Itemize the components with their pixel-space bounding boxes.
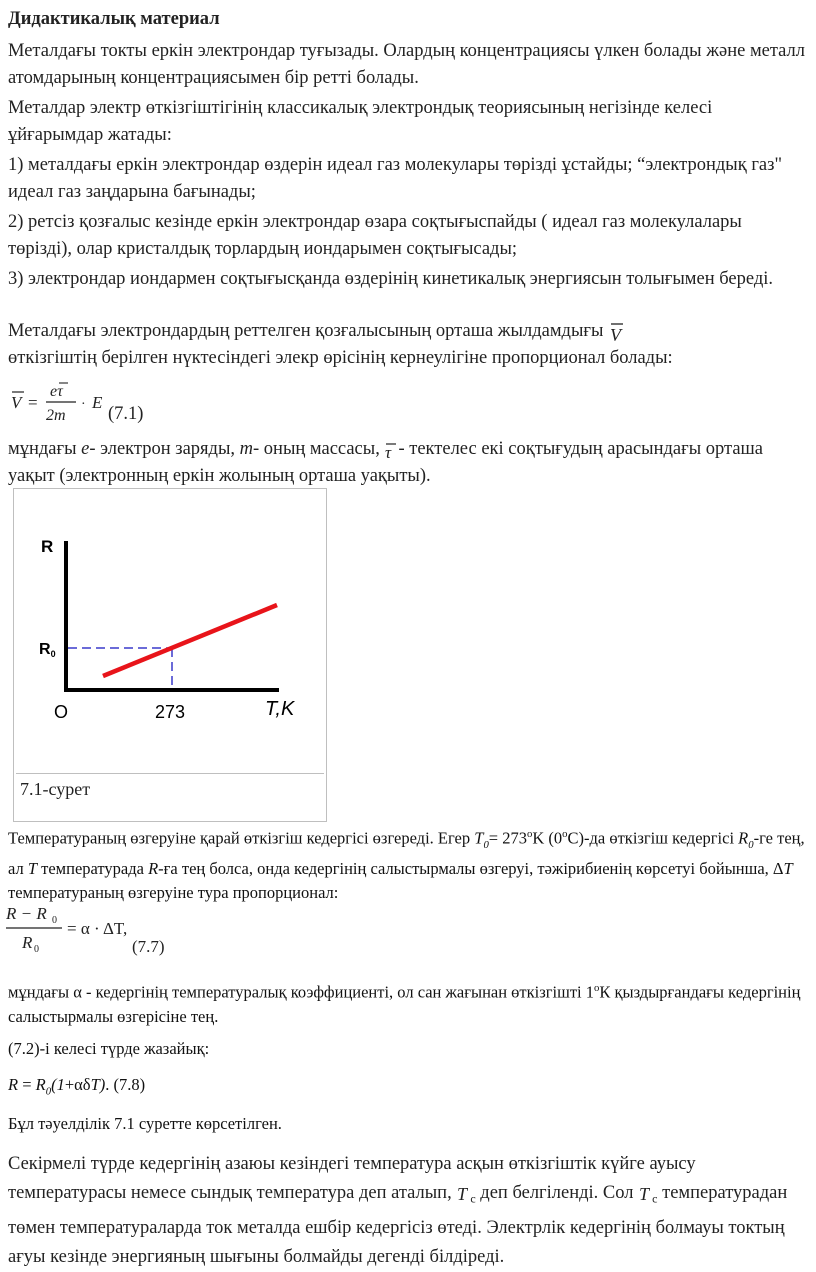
svg-text:E: E — [92, 393, 103, 412]
svg-text:V: V — [11, 393, 22, 412]
velocity-symbol — [608, 319, 626, 345]
svg-text:eτ: eτ — [50, 383, 63, 400]
p7-text-a: мұндағы — [8, 439, 77, 459]
figure-7-1 — [13, 488, 327, 822]
p8-r: R — [148, 858, 159, 878]
paragraph-7 — [8, 436, 808, 490]
equation-7-7-formula — [6, 902, 146, 958]
p9-sup: о — [593, 982, 600, 994]
paragraph-6-text-b: өткізгіштің берілген нүктесіндегі элекр өрісінің кернеулігіне пропорционал болады: — [8, 348, 673, 368]
p7-text-d: - тектелес екі соқтығудың арасындағы орташа уақыт (электронның еркін жолының орташа уақыты). — [8, 439, 763, 486]
p9-b: К қыздырғандағы кедергінің салыстырмалы өзгерісіне тең. — [8, 982, 801, 1026]
eq78-eq: = — [18, 1075, 36, 1094]
svg-text:T: T — [639, 1183, 650, 1204]
p8-t0-sub: 0 — [483, 838, 489, 851]
origin-label: O — [54, 702, 69, 722]
svg-text:V: V — [610, 324, 622, 345]
p7-text-c: - оның массасы, — [253, 439, 380, 459]
svg-text:R − R: R − R — [6, 904, 47, 923]
x-axis-label: T,K — [265, 698, 295, 720]
p8-t: T — [27, 858, 38, 878]
equation-7-1-number: (7.1) — [108, 404, 144, 424]
paragraph-6 — [8, 318, 808, 372]
eq78-end: . (7.8) — [105, 1075, 146, 1094]
eq78-mid: +αδ — [64, 1075, 91, 1094]
svg-text:0: 0 — [34, 944, 39, 955]
svg-text:τ: τ — [385, 442, 392, 461]
p8-t0: T — [474, 828, 484, 848]
resistance-temperature-graph — [14, 489, 326, 771]
p8-a: Температураның өзгеруіне қарай өткізгіш кедергісі өзгереді. Егер — [8, 828, 471, 848]
equation-7-1-formula — [10, 378, 120, 428]
p8-g: -ға тең болса, онда кедергінің салыстырмалы өзгеруі, тәжірибиенің көрсетуі бойынша, Δ — [158, 858, 784, 878]
p13-sub2: с — [652, 1191, 658, 1206]
paragraph-10: (7.2)-і келесі түрде жазайық: — [8, 1039, 210, 1058]
tau-symbol — [384, 439, 398, 461]
eq78-t: T) — [90, 1075, 106, 1094]
p7-e-symbol: е — [81, 439, 90, 459]
resistance-line — [103, 605, 277, 676]
t-symbol — [456, 1183, 470, 1205]
eq78-paren: (1 — [51, 1075, 65, 1094]
page-title: Дидактикалық материал — [8, 9, 220, 29]
y-axis-label: R — [41, 537, 54, 556]
p8-sup2: о — [562, 828, 568, 840]
equation-7-7 — [6, 902, 266, 962]
svg-text:= α · ΔT,: = α · ΔT, — [67, 919, 128, 938]
p8-t2: T — [783, 858, 793, 878]
p13-a: Секірмелі түрде кедергінің азаюы кезіндегі температура асқын өткізгіштік күйге ауысу температурасы немесе сындық температура деп аталып, — [8, 1154, 696, 1203]
t-symbol-2 — [638, 1183, 652, 1205]
r0-label: R0 — [39, 641, 56, 659]
p13-b: деп белгіленді. Сол — [480, 1183, 634, 1203]
svg-text:=: = — [28, 393, 38, 412]
paragraph-3: 1) металдағы еркін электрондар өздерін идеал газ молекулары төрізді ұстайды; “электрондық газ" идеал газ заңдарына бағынады; — [8, 155, 782, 202]
svg-text:R: R — [22, 933, 33, 952]
paragraph-8 — [8, 822, 808, 905]
p9-a: мұндағы α - кедергінің температуралық коэффициенті, ол сан жағынан өткізгішті 1 — [8, 982, 594, 1002]
p8-h: температураның өзгеруіне тура пропорционал: — [8, 882, 339, 902]
p8-c: K (0 — [532, 828, 563, 848]
eq78-r0: R — [35, 1075, 46, 1094]
p8-f: температурада — [41, 858, 144, 878]
paragraph-13 — [8, 1150, 808, 1272]
p8-r0-sub: 0 — [748, 838, 754, 851]
p13-sub1: с — [470, 1191, 476, 1206]
p7-m-symbol: m — [239, 439, 254, 459]
eq78-r: R — [8, 1075, 19, 1094]
paragraph-5: 3) электрондар иондармен соқтығысқанда өздерінің кинетикалық энергиясын толығымен береді. — [8, 269, 774, 289]
equation-7-8 — [8, 1073, 808, 1103]
paragraph-9 — [8, 976, 808, 1029]
p8-sup1: о — [526, 828, 533, 840]
svg-text:0: 0 — [52, 915, 57, 926]
paragraph-4: 2) ретсіз қозғалыс кезінде еркін электрондар өзара соқтығыспайды ( идеал газ молекулалары төрізді), олар кристалдық торлардың иондарымен соқтығысады; — [8, 212, 742, 259]
svg-text:2m: 2m — [46, 407, 66, 424]
svg-text:·: · — [81, 397, 86, 412]
eq78-r0-sub: 0 — [45, 1085, 52, 1098]
figure-caption: 7.1-сурет — [16, 773, 324, 804]
p8-r0: R — [738, 828, 749, 848]
p8-d: С)-да өткізгіш кедергісі — [567, 828, 735, 848]
p13-c: температурадан төмен температураларда ток металда ешбір кедергісіз өтеді. Электрлік кедергінің болмауы токтың ағуы кезінде энергияның шығыны болмайды дегенді білдіреді. — [8, 1183, 788, 1267]
paragraph-6-text-a: Металдағы электрондардың реттелген қозғалысының орташа жылдамдығы — [8, 321, 604, 341]
paragraph-12: Бұл тәуелділік 7.1 суретте көрсетілген. — [8, 1114, 282, 1133]
x-tick-273: 273 — [155, 702, 186, 722]
p8-e: -ге тең, ал — [8, 828, 805, 878]
svg-text:T: T — [457, 1183, 468, 1204]
p8-b: = 273 — [488, 828, 527, 848]
equation-7-1 — [10, 378, 210, 434]
paragraph-1: Металдағы токты еркін электрондар туғызады. Олардың концентрациясы үлкен болады және металл атомдарының концентрациясымен бір ретті болады. — [8, 41, 806, 88]
p7-text-b: - электрон заряды, — [89, 439, 236, 459]
paragraph-2: Металдар электр өткізгіштігінің классикалық электрондық теориясының негізінде келесі ұйғарымдар жатады: — [8, 98, 713, 145]
equation-7-7-number: (7.7) — [132, 937, 165, 956]
